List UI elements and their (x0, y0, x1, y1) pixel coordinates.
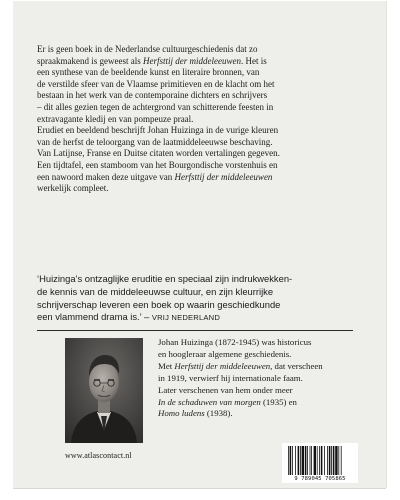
barcode-bar (321, 446, 323, 475)
barcode-bar (310, 446, 311, 475)
blurb-line-text: een synthese van de beeldende kunst en literaire bronnen, van (37, 67, 260, 78)
barcode-bar (311, 446, 312, 475)
barcode-bars (282, 443, 358, 476)
quote-line: de kennis van de middeleeuwse cultuur, en zijn kleurrijke (37, 285, 274, 297)
quote-dash: – (141, 311, 152, 323)
blurb-line (37, 90, 357, 102)
barcode-bar (314, 446, 316, 475)
bio-line (158, 408, 358, 420)
quote-source: VRIJ NEDERLAND (151, 313, 221, 323)
blurb-line-text: . Het is (240, 55, 267, 66)
blurb-line (37, 172, 357, 184)
blurb-line-text: spraakmakend is geweest als (37, 55, 143, 66)
blurb-line-text: werkelijk compleet. (37, 183, 109, 194)
book-title-italic: Homo ludens (158, 408, 205, 419)
blurb-line (37, 137, 357, 149)
barcode-bar (300, 446, 301, 475)
divider-line (37, 330, 353, 331)
barcode-bar (338, 446, 339, 475)
blurb-line (37, 67, 357, 79)
blurb-text (37, 44, 357, 195)
blurb-line-text: Van Latijnse, Franse en Duitse citaten worden vertalingen gegeven. (37, 148, 280, 159)
barcode-bar (335, 446, 337, 475)
barcode-bar (295, 446, 296, 475)
book-title-italic: Herfsttij der middeleeuwen (142, 55, 241, 66)
barcode-bar (302, 446, 304, 475)
bio-line (158, 361, 358, 373)
blurb-line-text: – dit alles gezien tegen de achtergrond van schitterende feesten in (37, 101, 274, 112)
author-portrait-image (65, 338, 143, 443)
bio-line-text: , dat verscheen (270, 360, 323, 371)
barcode-bar (317, 446, 318, 475)
barcode-bar (324, 446, 325, 475)
blurb-line (37, 56, 357, 68)
bio-line (158, 397, 358, 409)
blurb-line-text: van de herfst de teloorgang van de laatmiddeleeuwse beschaving. (37, 136, 273, 147)
blurb-line (37, 114, 357, 126)
quote-line: schrijverschap leveren een boek op waarin geschiedkunde (37, 298, 281, 310)
blurb-line-text: Er is geen boek in de Nederlandse cultuurgeschiedenis dat zo (37, 44, 258, 54)
blurb-line-text: een nawoord maken deze uitgave van (37, 171, 175, 182)
barcode-bar (329, 446, 331, 475)
book-title-italic: Herfsttij der middeleeuwen (174, 171, 273, 182)
blurb-line (37, 160, 357, 172)
bio-line-text: Met (158, 360, 175, 371)
barcode-bar (288, 446, 289, 475)
blurb-line (37, 102, 357, 114)
barcode-bar (305, 446, 307, 475)
review-quote (37, 273, 357, 325)
bio-line: Johan Huizinga (1872-1945) was historicus (158, 337, 312, 347)
bio-line: in 1919, verwierf hij internationale faam. (158, 372, 303, 383)
blurb-line (37, 148, 357, 160)
isbn-barcode (282, 443, 358, 483)
blurb-line (37, 183, 357, 195)
blurb-line (37, 79, 357, 91)
barcode-bar (307, 446, 308, 475)
blurb-line-text: extravagante kledij en van pompeuze praal. (37, 113, 194, 124)
author-portrait (65, 338, 143, 443)
barcode-bar (341, 446, 342, 475)
bio-line-text: (1935) en (260, 396, 297, 407)
bio-line: en hoogleraar algemene geschiedenis. (158, 348, 292, 359)
author-bio (158, 337, 358, 420)
blurb-line (37, 44, 357, 56)
barcode-bar (319, 446, 320, 475)
barcode-bar (290, 446, 292, 475)
publisher-url: www.atlascontact.nl (65, 451, 132, 460)
barcode-number: 9 789045 705865 (294, 476, 346, 482)
bio-line: Later verschenen van hem onder meer (158, 384, 293, 395)
barcode-bar (333, 446, 335, 475)
barcode-bar (331, 446, 332, 475)
barcode-bar (298, 446, 300, 475)
blurb-line (37, 125, 357, 137)
quote-line-text: een vlammend drama is.’ (37, 311, 142, 323)
book-title-italic: In de schaduwen van morgen (158, 396, 261, 407)
quote-line: ‘Huizinga’s ontzaglijke eruditie en speciaal zijn indrukwekken- (37, 273, 293, 284)
barcode-bar (327, 446, 328, 475)
blurb-line-text: Erudiet en beeldend beschrijft Johan Huizinga in de vurige kleuren (37, 125, 279, 136)
blurb-line-text: de verstilde sfeer van de Vlaamse primitieven en de klacht om het (37, 78, 275, 89)
quote-line (37, 311, 357, 325)
blurb-line-text: Een tijdtafel, een stamboom van het Bourgondische vorstenhuis en (37, 159, 278, 170)
barcode-bar (292, 446, 293, 475)
book-title-italic: Herfsttij der middeleeuwen (174, 360, 271, 371)
bio-line-text: (1938). (204, 408, 233, 419)
blurb-line-text: bestaan in het werk van de contemporaine dichters en schrijvers (37, 90, 268, 101)
